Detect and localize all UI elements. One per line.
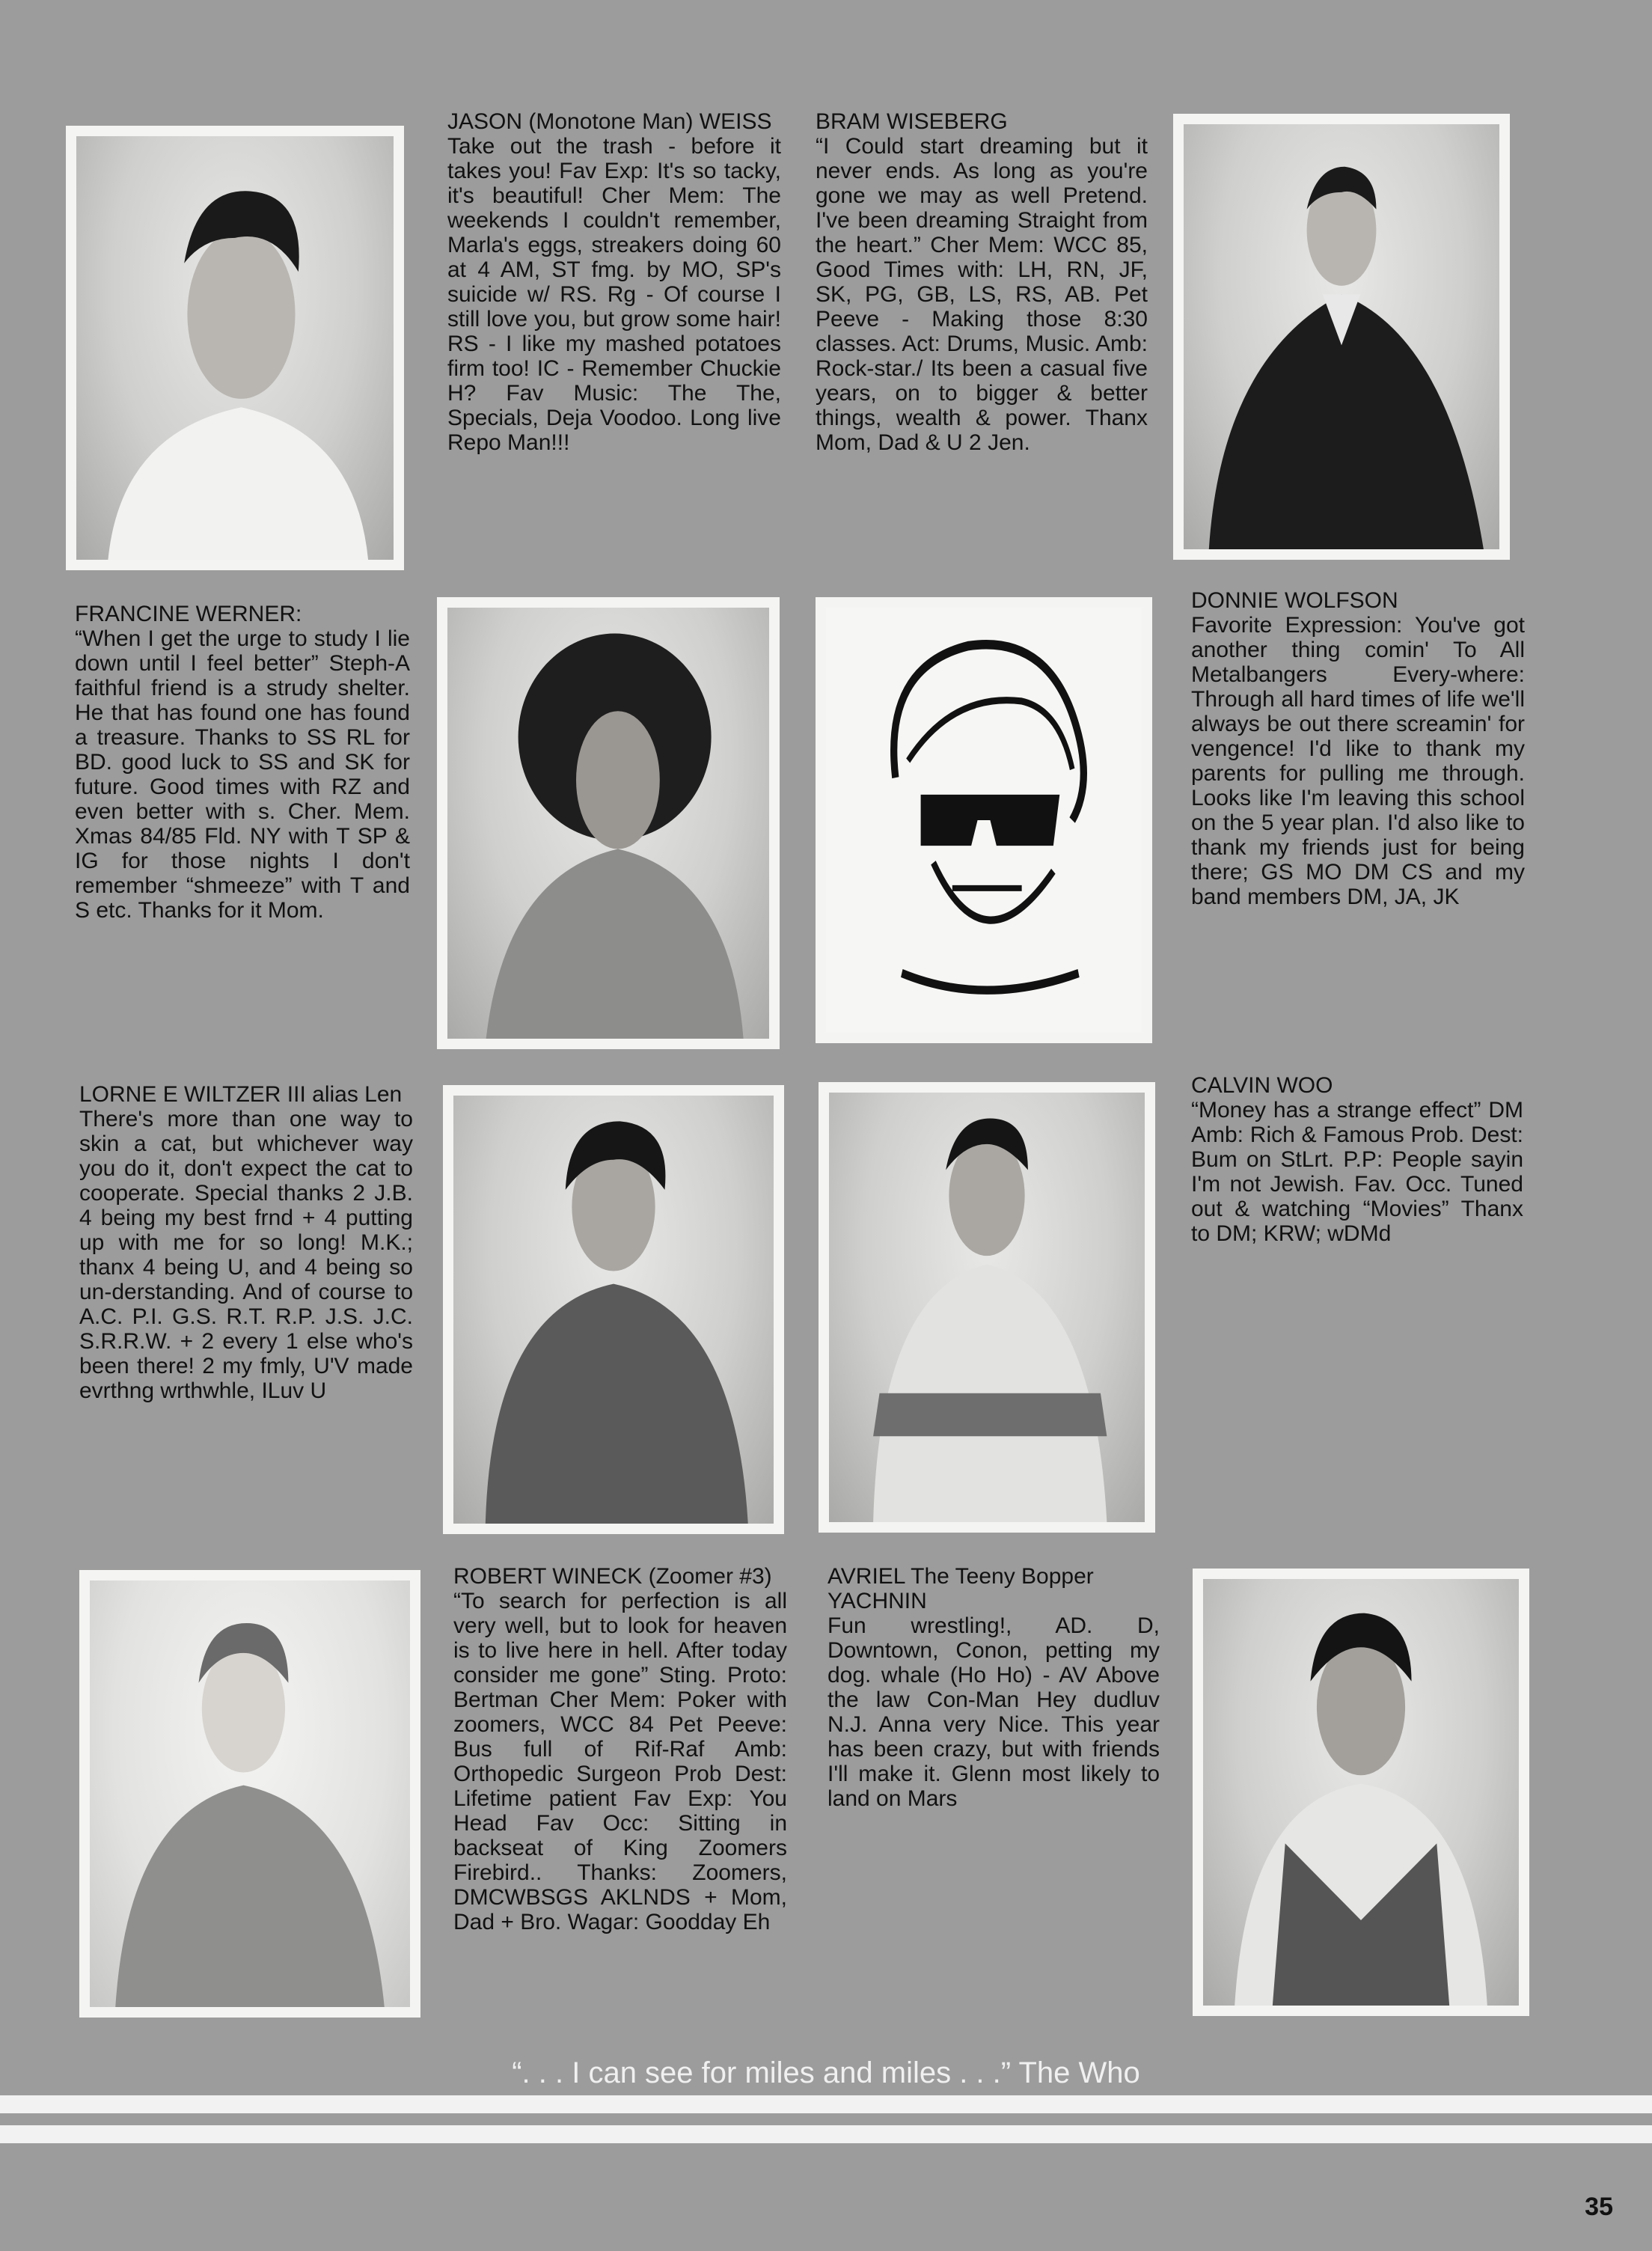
portrait-photo-jason-weiss [66, 126, 404, 570]
footer-quote-text: “. . . I can see for miles and miles . . .” The Who [495, 2056, 1157, 2090]
student-name: FRANCINE WERNER: [75, 602, 302, 626]
student-bio-text: Fun wrestling!, AD. D, Downtown, Conon, petting my dog. whale (Ho Ho) - AV Above the law Con-Man Hey dudluv N.J. Anna very Nice. This year has been crazy, but with friends I'll make it. Glenn most likely to land on Mars [827, 1613, 1160, 1811]
student-name: LORNE E WILTZER III alias Len [79, 1082, 403, 1107]
portrait-photo-calvin-woo [819, 1082, 1155, 1533]
student-name: JASON (Monotone Man) WEISS [447, 109, 772, 134]
student-bio-text: There's more than one way to skin a cat, but whichever way you do it, don't expect the cat to cooperate. Special thanks 2 J.B. 4 being my best frnd + 4 putting up with me for so long! M.K.; thanx 4 being U, and 4 being so un-derstanding. And of course to A.C. P.I. G.S. R.T. R.P. J.S. J.C. S.R.R.W. + 2 every 1 else who's been there! 2 my fmly, U'V made evrthng wrthwhle, ILuv U [79, 1107, 413, 1403]
bio-bram-wiseberg [816, 109, 1148, 455]
footer-quote [0, 2056, 1652, 2090]
portrait-photo-francine-werner [437, 597, 780, 1049]
portrait-photo-avriel-yachnin [1193, 1569, 1529, 2016]
portrait-photo-bram-wiseberg [1173, 114, 1510, 560]
page-number: 35 [1585, 2193, 1613, 2221]
student-name: AVRIEL The Teeny Bopper YACHNIN [827, 1564, 1094, 1613]
bio-calvin-woo [1191, 1073, 1523, 1246]
portrait-photo-robert-wineck [79, 1570, 420, 2018]
student-bio-text: “I Could start dreaming but it never ends. As long as you're gone we may as well Pretend. I've been dreaming Straight from the heart.” Cher Mem: WCC 85, Good Times with: LH, RN, JF, SK, PG, GB, LS, RS, AB. Pet Peeve - Making those 8:30 classes. Act: Drums, Music. Amb: Rock-star./ Its been a casual five years, on to bigger & better things, wealth & power. Thanx Mom, Dad & U 2 Jen. [816, 134, 1148, 455]
student-bio-text: Take out the trash - before it takes you! Fav Exp: It's so tacky, it's beautiful! Cher Mem: The weekends I couldn't remember, Marla's eggs, streakers doing 60 at 4 AM, ST fmg. by MO, SP's suicide w/ RS. Rg - Of course I still love you, but grow some hair! RS - I like my mashed potatoes firm too! IC - Remember Chuckie H? Fav Music: The The, Specials, Deja Voodoo. Long live Repo Man!!! [447, 134, 781, 455]
bio-donnie-wolfson [1191, 588, 1525, 909]
student-bio-text: “To search for perfection is all very well, but to look for heaven is to live here in hell. After today consider me gone” Sting. Proto: Bertman Cher Mem: Poker with zoomers, WCC 84 Pet Peeve: Bus full of Rif-Raf Amb: Orthopedic Surgeon Prob Dest: Lifetime patient Fav Exp: You Head Fav Occ: Sitting in backseat of King Zoomers Firebird.. Thanks: Zoomers, DMCWBSGS AKLNDS + Mom, Dad + Bro. Wagar: Goodday Eh [453, 1589, 787, 1934]
bio-francine-werner [75, 602, 410, 923]
student-name: DONNIE WOLFSON [1191, 588, 1398, 613]
bio-jason-weiss [447, 109, 781, 455]
student-name: ROBERT WINECK (Zoomer #3) [453, 1564, 772, 1589]
student-name: BRAM WISEBERG [816, 109, 1008, 134]
decorative-stripe-top [0, 2095, 1652, 2113]
decorative-stripe-bottom [0, 2125, 1652, 2143]
bio-avriel-yachnin [827, 1564, 1160, 1811]
student-name: CALVIN WOO [1191, 1073, 1333, 1098]
bio-lorne-wiltzer [79, 1082, 413, 1403]
bio-robert-wineck [453, 1564, 787, 1934]
portrait-photo-lorne-wiltzer [443, 1085, 784, 1534]
student-bio-text: “Money has a strange effect” DM Amb: Rich & Famous Prob. Dest: Bum on StLrt. P.P: People sayin I'm not Jewish. Fav. Occ. Tuned out & watching “Movies” Thanx to DM; KRW; wDMd [1191, 1098, 1523, 1246]
student-bio-text: Favorite Expression: You've got another thing comin' To All Metalbangers Every-where: Through all hard times of life we'll always be out there screamin' for vengence! I'd like to thank my parents for pulling me through. Looks like I'm leaving this school on the 5 year plan. I'd also like to thank my friends just for being there; GS MO DM CS and my band members DM, JA, JK [1191, 613, 1525, 909]
student-bio-text: “When I get the urge to study I lie down until I feel better” Steph-A faithful friend is a strudy shelter. He that has found one has found a treasure. Thanks to SS RL for BD. good luck to SS and SK for future. Good times with RZ and even better with s. Cher. Mem. Xmas 84/85 Fld. NY with T SP & IG for those nights I don't remember “shmeeze” with T and S etc. Thanks for it Mom. [75, 626, 410, 923]
caricature-drawing-donnie-wolfson [816, 597, 1152, 1043]
